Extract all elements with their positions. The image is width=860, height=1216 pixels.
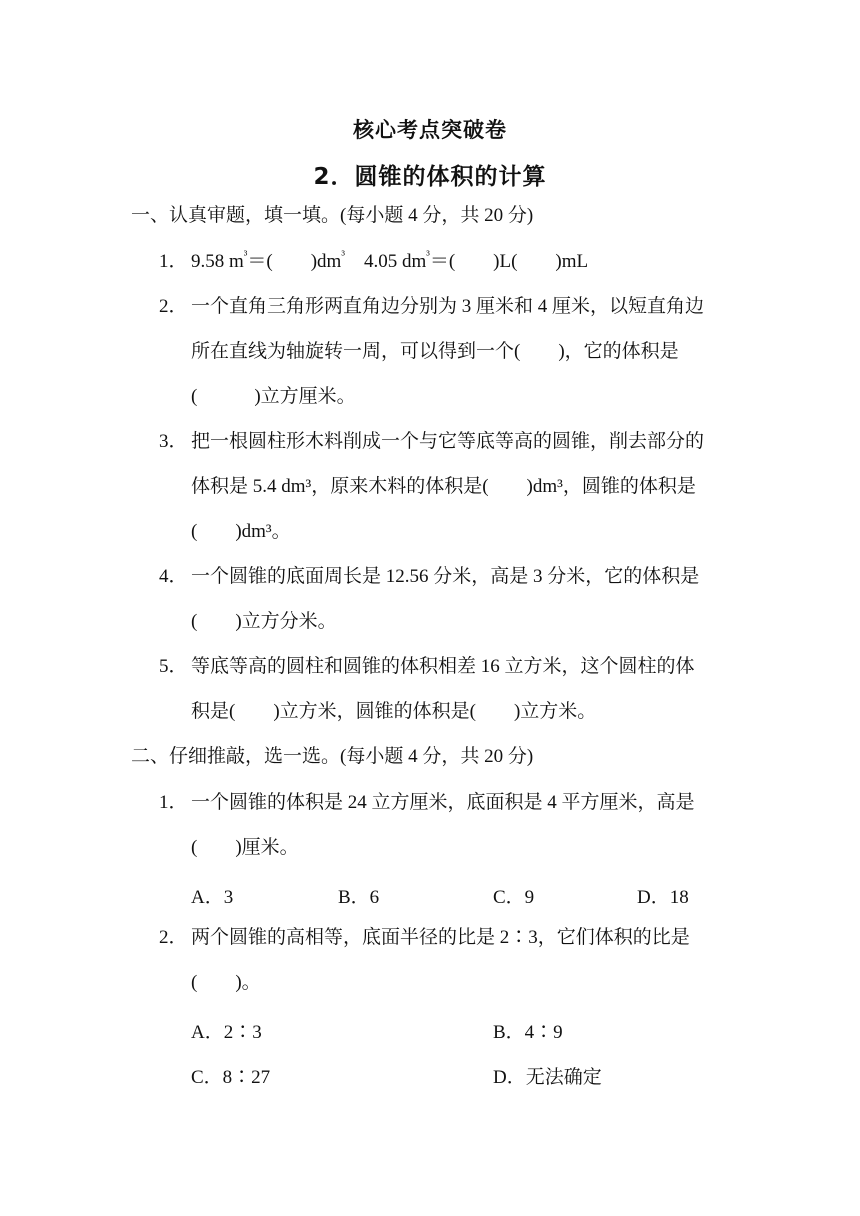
question-text: 一个圆锥的底面周长是 12.56 分米，高是 3 分米，它的体积是 [191,566,700,587]
option-c: C．8∶27 [191,1067,271,1088]
choice-question-1-line-2: ( )厘米。 [191,837,299,858]
question-text: 把一根圆柱形木料削成一个与它等底等高的圆锥，削去部分的 [191,431,705,452]
option-c: C．9 [493,887,535,908]
question-5-line-2: 积是( )立方米，圆锥的体积是( )立方米。 [191,701,597,722]
question-1 [159,247,589,274]
question-5-line-1 [159,656,695,679]
superscript: ³ [243,247,248,262]
option-b: B．6 [338,887,380,908]
question-3-line-1 [159,431,704,454]
question-text: 一个圆锥的体积是 24 立方厘米，底面积是 4 平方厘米，高是 [191,792,695,813]
option-a: A．3 [191,887,234,908]
question-text: ＝( )dm [247,251,342,272]
option-d: D．18 [637,887,689,908]
question-3-line-3: ( )dm³。 [191,521,291,542]
question-number: 5． [159,656,188,677]
question-number: 2． [159,296,188,317]
page-subtitle: 2．圆锥的体积的计算 [313,164,547,190]
choice-question-2-line-1 [159,927,690,950]
question-text: 等底等高的圆柱和圆锥的体积相差 16 立方米，这个圆柱的体 [191,656,695,677]
question-2-line-3: ( )立方厘米。 [191,386,356,407]
section-heading: 一、认真审题，填一填。(每小题 4 分，共 20 分) [131,205,534,226]
question-number: 2． [159,927,188,948]
question-4-line-1 [159,566,699,589]
option-a: A．2∶3 [191,1022,262,1043]
choice-question-1-line-1 [159,792,695,815]
section-heading: 二、仔细推敲，选一选。(每小题 4 分，共 20 分) [131,746,534,767]
question-text: 9.58 m [191,251,244,272]
question-text: 4.05 dm [344,251,427,272]
question-text: 两个圆锥的高相等，底面半径的比是 2∶3，它们体积的比是 [191,927,690,948]
question-2-line-1 [159,296,704,319]
option-d: D．无法确定 [493,1067,602,1088]
question-number: 3． [159,431,188,452]
question-3-line-2: 体积是 5.4 dm³，原来木料的体积是( )dm³，圆锥的体积是 [191,476,696,497]
question-number: 1． [159,792,188,813]
question-text: 一个直角三角形两直角边分别为 3 厘米和 4 厘米，以短直角边 [191,296,705,317]
question-text: ＝( )L( )mL [429,251,589,272]
superscript: ³ [426,247,430,262]
option-b: B．4∶9 [493,1022,563,1043]
question-4-line-2: ( )立方分米。 [191,611,337,632]
superscript: ³ [341,247,345,262]
question-2-line-2: 所在直线为轴旋转一周，可以得到一个( )，它的体积是 [191,341,679,362]
choice-question-2-line-2: ( )。 [191,972,261,993]
question-number: 1． [159,251,188,272]
page-title: 核心考点突破卷 [353,118,507,142]
question-number: 4． [159,566,188,587]
